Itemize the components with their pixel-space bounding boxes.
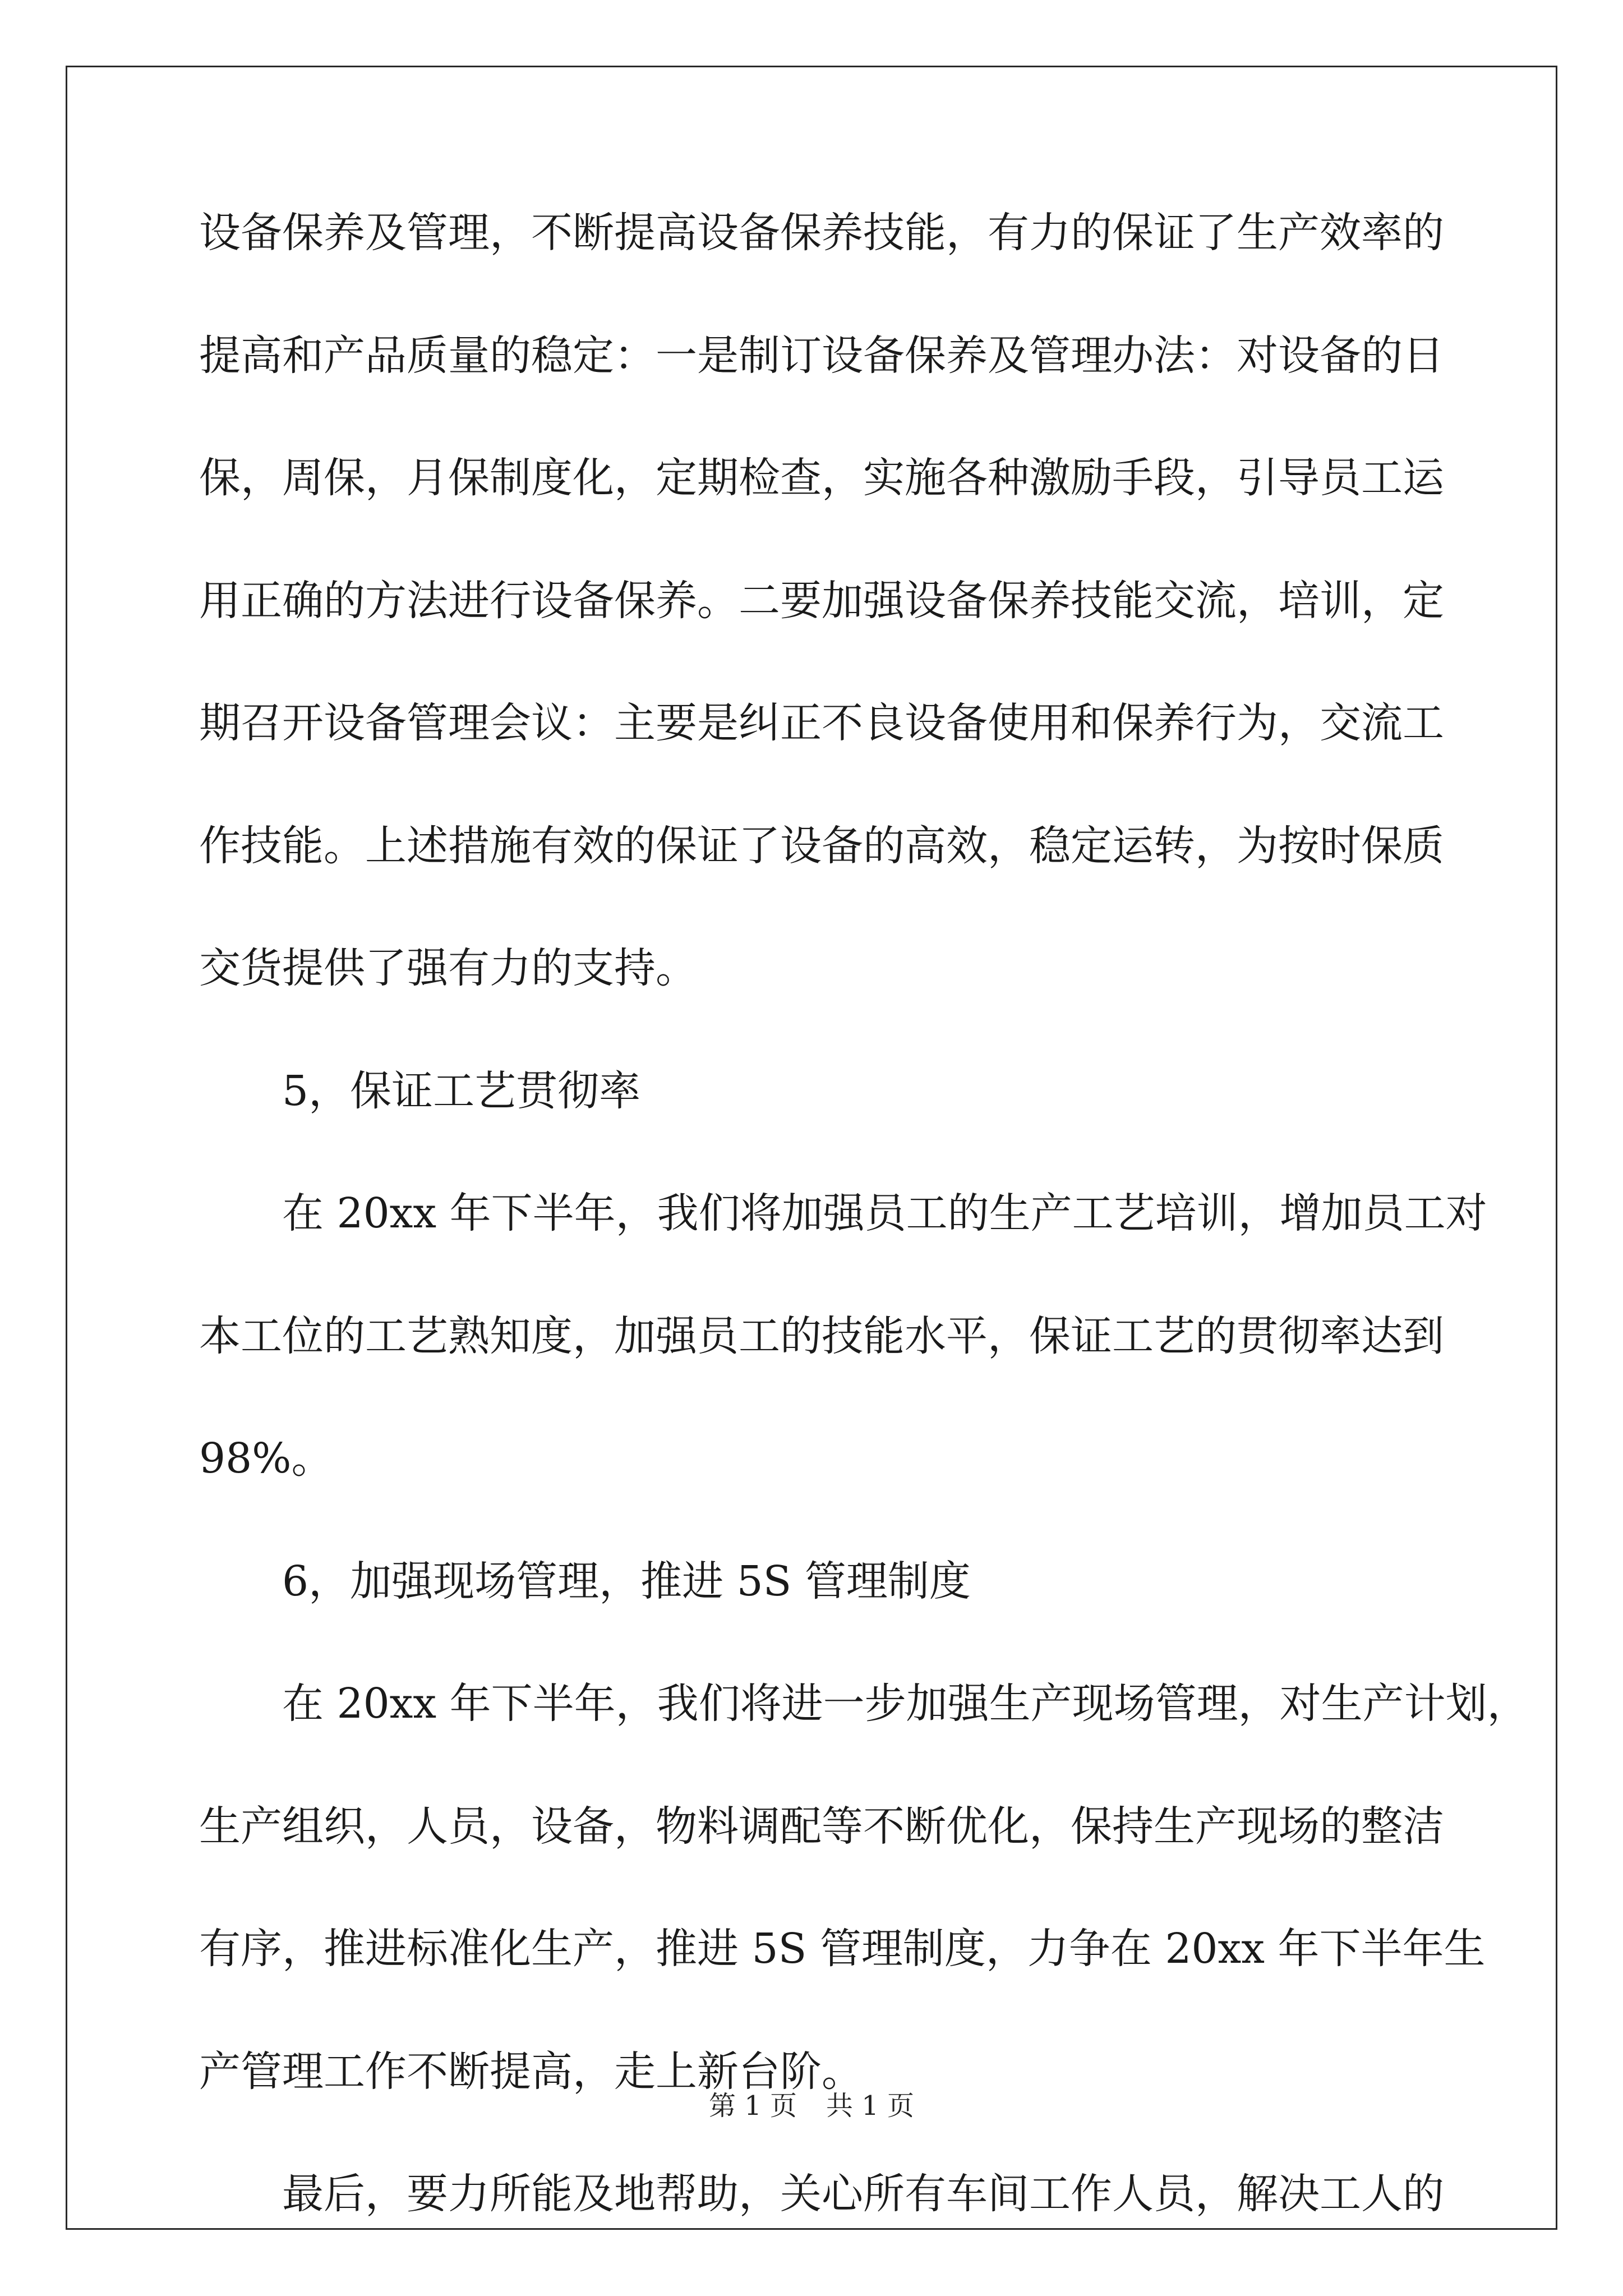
text-line: 在 20xx 年下半年，我们将加强员工的生产工艺培训，增加员工对: [282, 1189, 1487, 1237]
text-line: 98%。: [199, 1434, 333, 1483]
text-line: 提高和产品质量的稳定：一是制订设备保养及管理办法：对设备的日: [199, 331, 1444, 380]
text-line: 最后，要力所能及地帮助，关心所有车间工作人员，解决工人的: [282, 2170, 1444, 2218]
document-body: [199, 209, 1529, 2296]
section-heading: 6，加强现场管理，推进 5S 管理制度: [282, 1557, 971, 1605]
text-line: 设备保养及管理，不断提高设备保养技能，有力的保证了生产效率的: [199, 209, 1444, 257]
text-line: 有序，推进标准化生产，推进 5S 管理制度，力争在 20xx 年下半年生: [199, 1925, 1486, 1973]
text-line: 在 20xx 年下半年，我们将进一步加强生产现场管理，对生产计划，: [282, 1680, 1529, 1728]
text-line: 保，周保，月保制度化，定期检查，实施各种激励手段，引导员工运: [199, 454, 1444, 502]
text-line: 生产组织，人员，设备，物料调配等不断优化，保持生产现场的整洁: [199, 1802, 1444, 1851]
text-line: 期召开设备管理会议：主要是纠正不良设备使用和保养行为，交流工: [199, 699, 1444, 747]
section-heading: 5，保证工艺贯彻率: [282, 1066, 641, 1115]
page-footer: [0, 2090, 1623, 2122]
text-line: 产管理工作不断提高，走上新台阶。: [199, 2047, 863, 2096]
text-line: 交货提供了强有力的支持。: [199, 944, 697, 992]
page-total: 共 1 页: [826, 2090, 915, 2122]
text-line: 作技能。上述措施有效的保证了设备的高效，稳定运转，为按时保质: [199, 821, 1444, 870]
text-line: 本工位的工艺熟知度，加强员工的技能水平，保证工艺的贯彻率达到: [199, 1312, 1444, 1360]
text-line: 用正确的方法进行设备保养。二要加强设备保养技能交流，培训，定: [199, 576, 1444, 625]
page-number: 第 1 页: [708, 2090, 797, 2122]
